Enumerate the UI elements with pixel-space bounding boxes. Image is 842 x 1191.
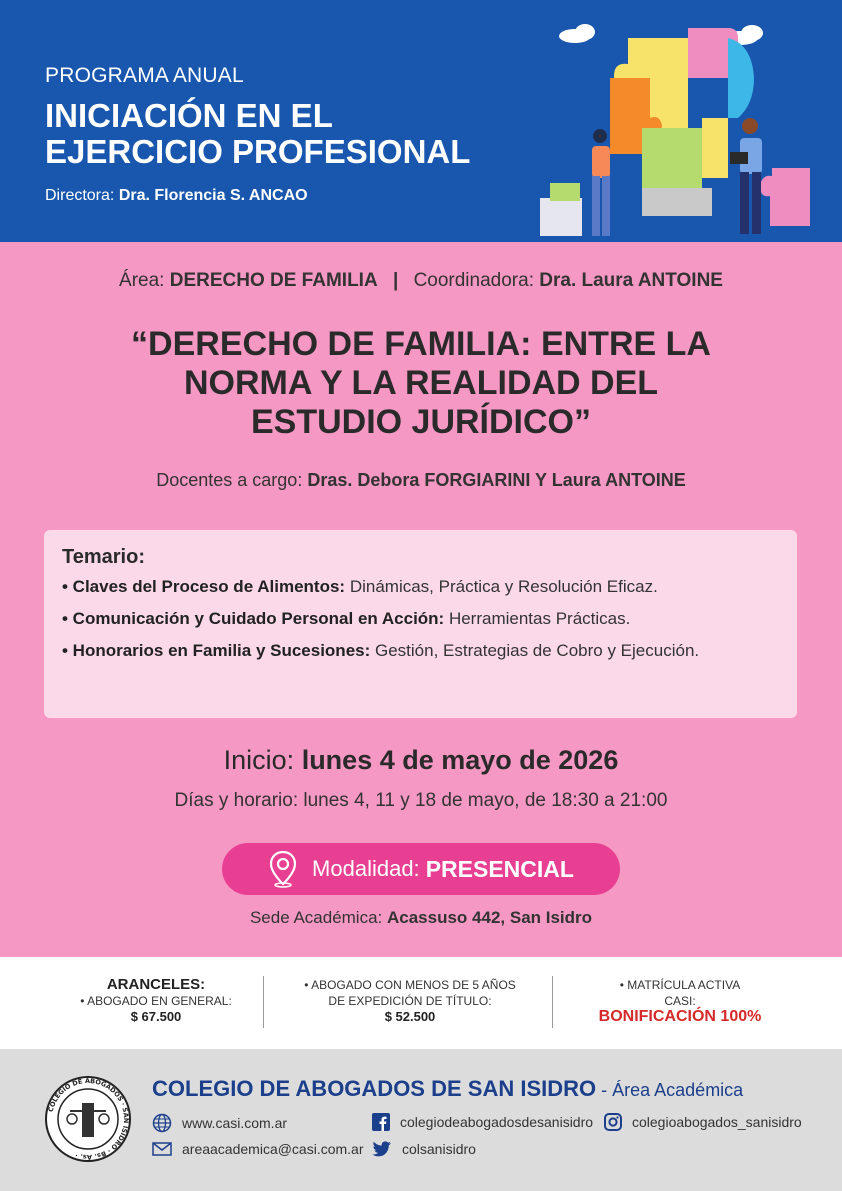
- header-banner: [0, 0, 842, 242]
- list-item: [62, 639, 777, 662]
- director-label: Directora:: [45, 187, 115, 204]
- program-title: [45, 98, 470, 170]
- fees-young-column: [270, 977, 550, 1025]
- start-date-line: [0, 745, 842, 776]
- facebook-link[interactable]: colegiodeabogadosdesanisidro: [400, 1114, 594, 1130]
- email-contact[interactable]: [152, 1141, 364, 1157]
- temario-list: [62, 575, 777, 662]
- area-separator: |: [392, 270, 399, 291]
- course-title-line3: ESTUDIO JURÍDICO”: [250, 403, 592, 441]
- docentes-label: Docentes a cargo:: [156, 470, 303, 490]
- footer: [0, 1049, 842, 1191]
- area-coordinator-line: [0, 270, 842, 292]
- fees-heading: ARANCELES:: [106, 976, 206, 993]
- director-line: [45, 187, 308, 205]
- course-title: [60, 325, 782, 442]
- twitter-contact[interactable]: [372, 1141, 476, 1157]
- start-date: lunes 4 de mayo de 2026: [301, 745, 619, 775]
- program-title-line2: EJERCICIO PROFESIONAL: [45, 133, 471, 170]
- start-label: Inicio:: [223, 745, 295, 775]
- facebook-icon: [372, 1113, 390, 1131]
- twitter-link[interactable]: colsanisidro: [402, 1141, 476, 1157]
- facebook-contact[interactable]: [372, 1113, 593, 1131]
- list-item: [62, 607, 777, 630]
- instagram-contact[interactable]: [604, 1113, 802, 1131]
- list-item: [62, 575, 777, 598]
- area-value: DERECHO DE FAMILIA: [169, 270, 378, 291]
- sede-line: [0, 908, 842, 928]
- fees-section: [0, 957, 842, 1049]
- colegio-seal-logo: [44, 1075, 132, 1163]
- fees-divider: [263, 976, 264, 1028]
- sede-value: Acassuso 442, San Isidro: [387, 908, 593, 927]
- fees-young-line2: DE EXPEDICIÓN DE TÍTULO:: [328, 994, 492, 1008]
- temario-heading: Temario:: [62, 546, 145, 568]
- puzzle-illustration: [530, 18, 820, 242]
- docentes-value: Dras. Debora FORGIARINI Y Laura ANTOINE: [307, 470, 686, 490]
- fees-matricula-value: BONIFICACIÓN 100%: [598, 1008, 762, 1025]
- temario-item-title: • Claves del Proceso de Alimentos:: [62, 577, 346, 596]
- temario-item-title: • Honorarios en Familia y Sucesiones:: [62, 641, 371, 660]
- temario-item-text: Herramientas Prácticas.: [444, 609, 631, 628]
- colegio-subtitle: - Área Académica: [596, 1080, 744, 1100]
- email-icon: [152, 1141, 172, 1157]
- colegio-name: [152, 1076, 743, 1102]
- temario-item-title: • Comunicación y Cuidado Personal en Acción:: [62, 609, 445, 628]
- sede-label: Sede Académica:: [249, 908, 383, 927]
- temario-item-text: Gestión, Estrategias de Cobro y Ejecución.: [370, 641, 700, 660]
- coordinator-label: Coordinadora:: [413, 270, 534, 291]
- instagram-link[interactable]: colegioabogados_sanisidro: [632, 1114, 802, 1130]
- temario-item-text: Dinámicas, Práctica y Resolución Eficaz.: [345, 577, 658, 596]
- fees-matricula-line2: CASI:: [664, 994, 696, 1008]
- fees-divider: [552, 976, 553, 1028]
- email-link[interactable]: areaacademica@casi.com.ar: [182, 1141, 364, 1157]
- fees-general-price: $ 67.500: [130, 1009, 182, 1024]
- fees-general-column: [40, 977, 272, 1025]
- web-contact[interactable]: [152, 1113, 287, 1133]
- web-link[interactable]: www.casi.com.ar: [182, 1115, 288, 1131]
- fees-young-price: $ 52.500: [384, 1009, 436, 1024]
- modalidad-value: PRESENCIAL: [425, 855, 574, 882]
- fees-matricula-line1: • MATRÍCULA ACTIVA: [619, 978, 741, 992]
- svg-text:COLEGIO DE ABOGADOS · SAN ISID: COLEGIO DE ABOGADOS · SAN ISIDRO · Bs. As. ·: [46, 1076, 131, 1162]
- schedule-line: Días y horario: lunes 4, 11 y 18 de mayo, de 18:30 a 21:00: [174, 790, 668, 811]
- modalidad-badge: [222, 843, 620, 895]
- instagram-icon: [604, 1113, 622, 1131]
- course-title-line2: NORMA Y LA REALIDAD DEL: [183, 364, 659, 402]
- area-label: Área:: [119, 270, 165, 291]
- fees-young-line1: • ABOGADO CON MENOS DE 5 AÑOS: [304, 978, 516, 992]
- colegio-title: COLEGIO DE ABOGADOS DE SAN ISIDRO: [152, 1076, 597, 1101]
- docentes-line: [0, 470, 842, 491]
- coordinator-value: Dra. Laura ANTOINE: [539, 270, 723, 291]
- modalidad-label: Modalidad:: [312, 856, 420, 881]
- program-title-line1: INICIACIÓN EN EL: [45, 97, 333, 134]
- course-title-line1: “DERECHO DE FAMILIA: ENTRE LA: [131, 325, 711, 363]
- twitter-icon: [372, 1141, 392, 1157]
- fees-matricula-column: [560, 977, 800, 1025]
- director-name: Dra. Florencia S. ANCAO: [118, 187, 308, 204]
- location-pin-icon: [268, 850, 298, 888]
- temario-box: [44, 530, 797, 718]
- fees-general-label: • ABOGADO EN GENERAL:: [80, 994, 232, 1008]
- program-label: PROGRAMA ANUAL: [45, 64, 244, 87]
- globe-icon: [152, 1113, 172, 1133]
